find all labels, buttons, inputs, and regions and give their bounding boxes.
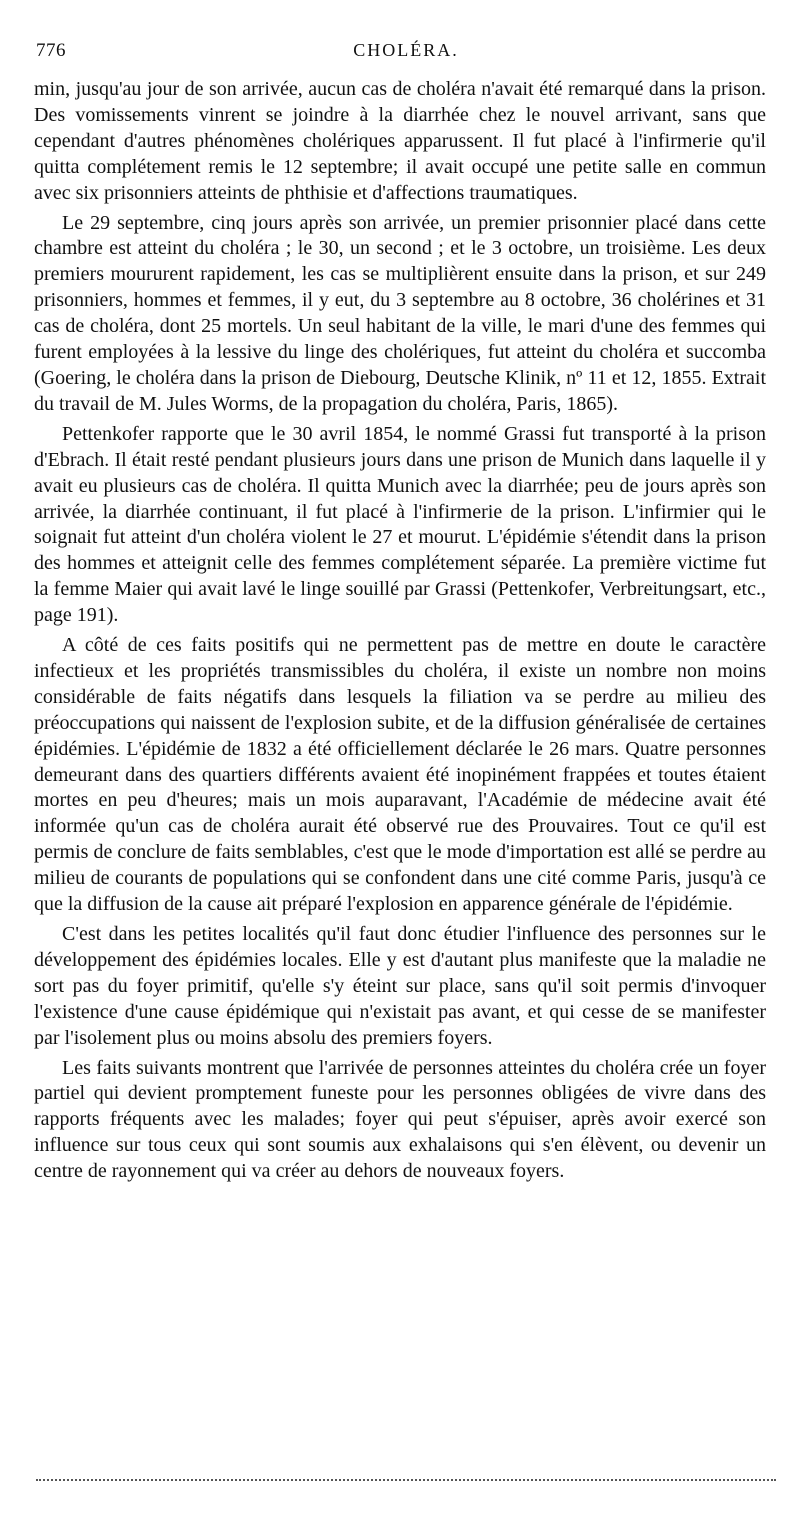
body-text: [34, 77, 766, 1185]
paragraph-diebourg: Le 29 septembre, cinq jours après son arrivée, un premier prisonnier placé dans cette chambre est atteint du choléra ; le 30, un second ; et le 3 octobre, un troisième. Les deux premiers moururent rapidement, les cas se multiplièrent ensuite dans la prison, et sur 249 prisonniers, hommes et femmes, il y eut, du 3 septembre au 8 octobre, 36 cholérines et 31 cas de choléra, dont 25 mortels. Un seul habitant de la ville, le mari d'une des femmes qui furent employées à la lessive du linge des cholériques, fut atteint du choléra et succomba (Goering, le choléra dans la prison de Diebourg, Deutsche Klinik, nº 11 et 12, 1855. Extrait du travail de M. Jules Worms, de la propagation du choléra, Paris, 1865).: [34, 211, 766, 415]
paragraph-faits-suivants: Les faits suivants montrent que l'arrivée de personnes atteintes du choléra crée un foyer partiel qui devient promptement funeste pour les personnes obligées de vivre dans des rapports fréquents avec les malades; foyer qui peut s'épuiser, après avoir exercé son influence sur tous ceux qui sont soumis aux exhalaisons qui s'en élèvent, ou devenir un centre de rayonnement qui va créer au dehors de nouveaux foyers.: [34, 1056, 766, 1183]
page-header: [36, 40, 776, 70]
paragraph-pettenkofer: Pettenkofer rapporte que le 30 avril 1854, le nommé Grassi fut transporté à la prison d'Ebrach. Il était resté pendant plusieurs jours dans une prison de Munich dans laquelle il y avait eu plusieurs cas de choléra. Il quitta Munich avec la diarrhée; peu de jours après son arrivée, la diarrhée continuant, il fut placé à l'infirmerie de la prison. L'infirmier qui le soignait fut atteint d'un choléra violent le 27 et mourut. L'épidémie s'étendit dans la prison des hommes et atteignit celle des femmes complétement séparée. La première victime fut la femme Maier qui avait lavé le linge souillé par Grassi (Pettenkofer, Verbreitungsart, etc., page 191).: [34, 422, 766, 627]
page-number: 776: [36, 40, 66, 61]
paragraph-faits-negatifs: A côté de ces faits positifs qui ne permettent pas de mettre en doute le caractère infectieux et les propriétés transmissibles du choléra, il existe un nombre non moins considérable de faits négatifs dans lesquels la filiation va se perdre au milieu des préoccupations qui naissent de l'explosion subite, et de la diffusion généralisée de certaines épidémies. L'épidémie de 1832 a été officiellement déclarée le 26 mars. Quatre personnes demeurant dans des quartiers différents avaient été inopinément frappées et toutes étaient mortes en peu d'heures; mais un mois auparavant, l'Académie de médecine avait été informée qu'un cas de choléra aurait été observé rue des Prouvaires. Tout ce qu'il est permis de conclure de faits semblables, c'est que le mode d'importation est allé se perdre au milieu de courants de populations qui se confondent dans une cité comme Paris, jusqu'à ce que la diffusion de la cause ait préparé l'explosion en apparence générale de l'épidémie.: [34, 634, 766, 916]
footer-dotted-rule: [36, 1479, 776, 1481]
paragraph-continuation: min, jusqu'au jour de son arrivée, aucun cas de choléra n'avait été remarqué dans la prison. Des vomissements vinrent se joindre à la diarrhée chez le nouvel arrivant, sans que cependant d'autres phénomènes cholériques apparussent. Il fut placé à l'infirmerie qu'il quitta complétement remis le 12 septembre; il avait occupé une petite salle en commun avec six prisonniers atteints de phthisie et d'affections traumatiques.: [34, 78, 766, 204]
paragraph-petites-localites: C'est dans les petites localités qu'il faut donc étudier l'influence des personnes sur le développement des épidémies locales. Elle y est d'autant plus manifeste que la maladie ne sort pas du foyer primitif, qu'elle s'y éteint sur place, sans qu'il soit permis d'invoquer l'existence d'une cause épidémique qui n'existait pas avant, et qui cesse de se manifester par l'isolement plus ou moins absolu des premiers foyers.: [34, 923, 766, 1049]
running-title: CHOLÉRA.: [353, 40, 459, 60]
